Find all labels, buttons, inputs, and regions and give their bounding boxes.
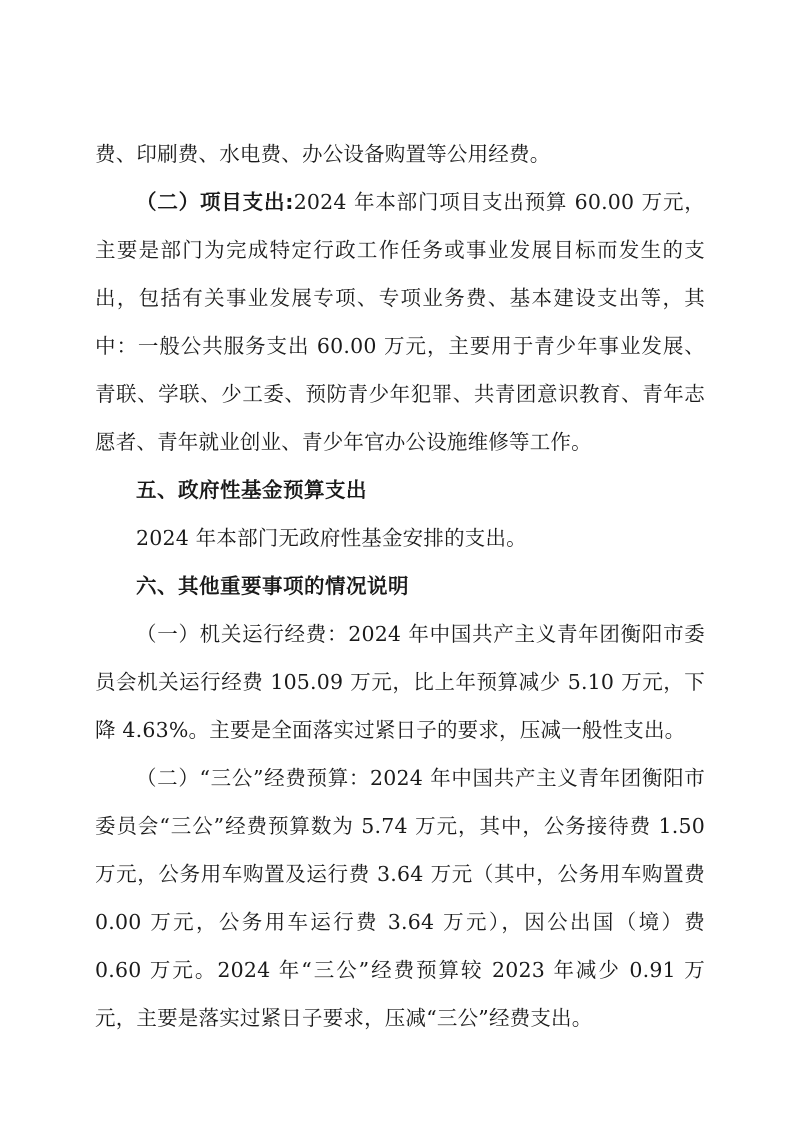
project-expenditure-text: 2024 年本部门项目支出预算 60.00 万元，主要是部门为完成特定行政工作任务或事业发展目标而发生的支出，包括有关事业发展专项、专项业务费、基本建设支出等，其中：一般公共服务支出 60.00 万元，主要用于青少年事业发展、青联、学联、少工委、预防青少年犯罪、共青团意识教育、青年志愿者、青年就业创业、青少年官办公设施维修等工作。 [95,190,705,454]
paragraph-agency-operating-cost: （一）机关运行经费：2024 年中国共产主义青年团衡阳市委员会机关运行经费 105.09 万元，比上年预算减少 5.10 万元，下降 4.63%。主要是全面落实过紧日子的要求，压减一般性支出。 [95,622,705,742]
project-expenditure-lead: （二）项目支出: [136,190,294,214]
heading-other-matters: 六、其他重要事项的情况说明 [136,574,409,598]
paragraph-three-public-budget: （二）“三公”经费预算：2024 年中国共产主义青年团衡阳市委员会“三公”经费预算数为 5.74 万元，其中，公务接待费 1.50 万元，公务用车购置及运行费 3.64 万元（其中，公务用车购置费 0.00 万元，公务用车运行费 3.64 万元），因公出国（境）费 0.60 万元。2024 年“三公”经费预算较 2023 年减少 0.91 万元，主要是落实过紧日子要求，压减“三公”经费支出。 [95,766,705,1030]
paragraph-continued-public-funds: 费、印刷费、水电费、办公设备购置等公用经费。 [95,142,551,166]
paragraph-project-expenditure [95,178,705,466]
paragraph-gov-fund-budget: 2024 年本部门无政府性基金安排的支出。 [136,526,527,550]
heading-gov-fund-budget: 五、政府性基金预算支出 [136,478,367,502]
document-body [95,130,705,1042]
